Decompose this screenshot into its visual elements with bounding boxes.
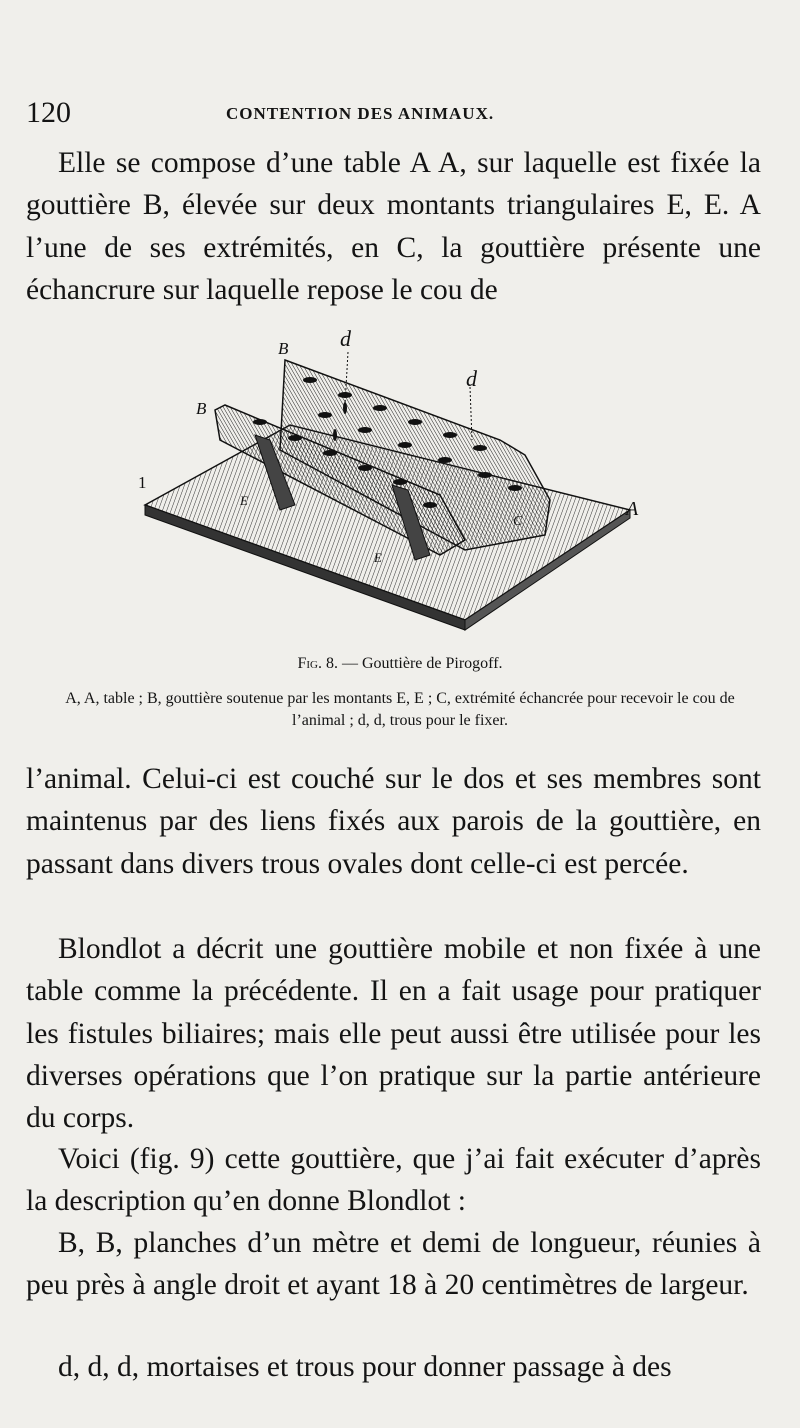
figure-caption: A, A, table ; B, gouttière soutenue par les montants E, E ; C, extrémité échancrée pour recevoir le cou de l’animal ; d, d, trous pour le fixer. bbox=[65, 690, 735, 729]
figure-label-a: A bbox=[626, 498, 639, 520]
paragraph-1: Elle se compose d’une table A A, sur laquelle est fixée la gouttière B, élevée sur deux montants triangulaires E, E. A l’une de ses extrémités, en C, la gouttière présente une échancrure sur laquelle repose le cou de bbox=[26, 147, 761, 306]
figure-label-e1: E bbox=[240, 493, 248, 508]
figure-label-d1: d bbox=[340, 330, 351, 351]
page-number: 120 bbox=[26, 96, 71, 129]
running-head: CONTENTION DES ANIMAUX. bbox=[226, 104, 495, 123]
figure-label-1: 1 bbox=[138, 473, 147, 492]
paragraph-6: d, d, d, mortaises et trous pour donner passage à des bbox=[58, 1351, 672, 1383]
figure-gouttiere-pirogoff bbox=[130, 330, 670, 640]
paragraph-2: l’animal. Celui-ci est couché sur le dos et ses membres sont maintenus par des liens fixés aux parois de la gouttière, en passant dans divers trous ovales dont celle-ci est percée. bbox=[26, 763, 761, 880]
paragraph-3: Blondlot a décrit une gouttière mobile et non fixée à une table comme la précédente. Il en a fait usage pour pratiquer les fistules biliaires; mais elle peut aussi être utilisée pour les diverses opérations que l’on pratique sur la partie antérieure du corps. bbox=[26, 933, 761, 1135]
page-header bbox=[26, 96, 766, 132]
figure-title-text: — Gouttière de Pirogoff. bbox=[341, 655, 503, 672]
figure-label-c: C bbox=[513, 514, 523, 529]
paragraph-4: Voici (fig. 9) cette gouttière, que j’ai fait exécuter d’après la description qu’en donne Blondlot : bbox=[26, 1143, 761, 1218]
figure-label-e2: E bbox=[374, 550, 382, 565]
figure-label-d2: d bbox=[466, 366, 477, 391]
figure-number: Fig. 8. bbox=[297, 655, 338, 672]
paragraph-5: B, B, planches d’un mètre et demi de longueur, réunies à peu près à angle droit et ayant 18 à 20 centimètres de largeur. bbox=[26, 1227, 761, 1302]
figure-title bbox=[0, 655, 800, 673]
figure-label-b-left: B bbox=[196, 399, 207, 418]
figure-label-b-top: B bbox=[278, 339, 289, 358]
